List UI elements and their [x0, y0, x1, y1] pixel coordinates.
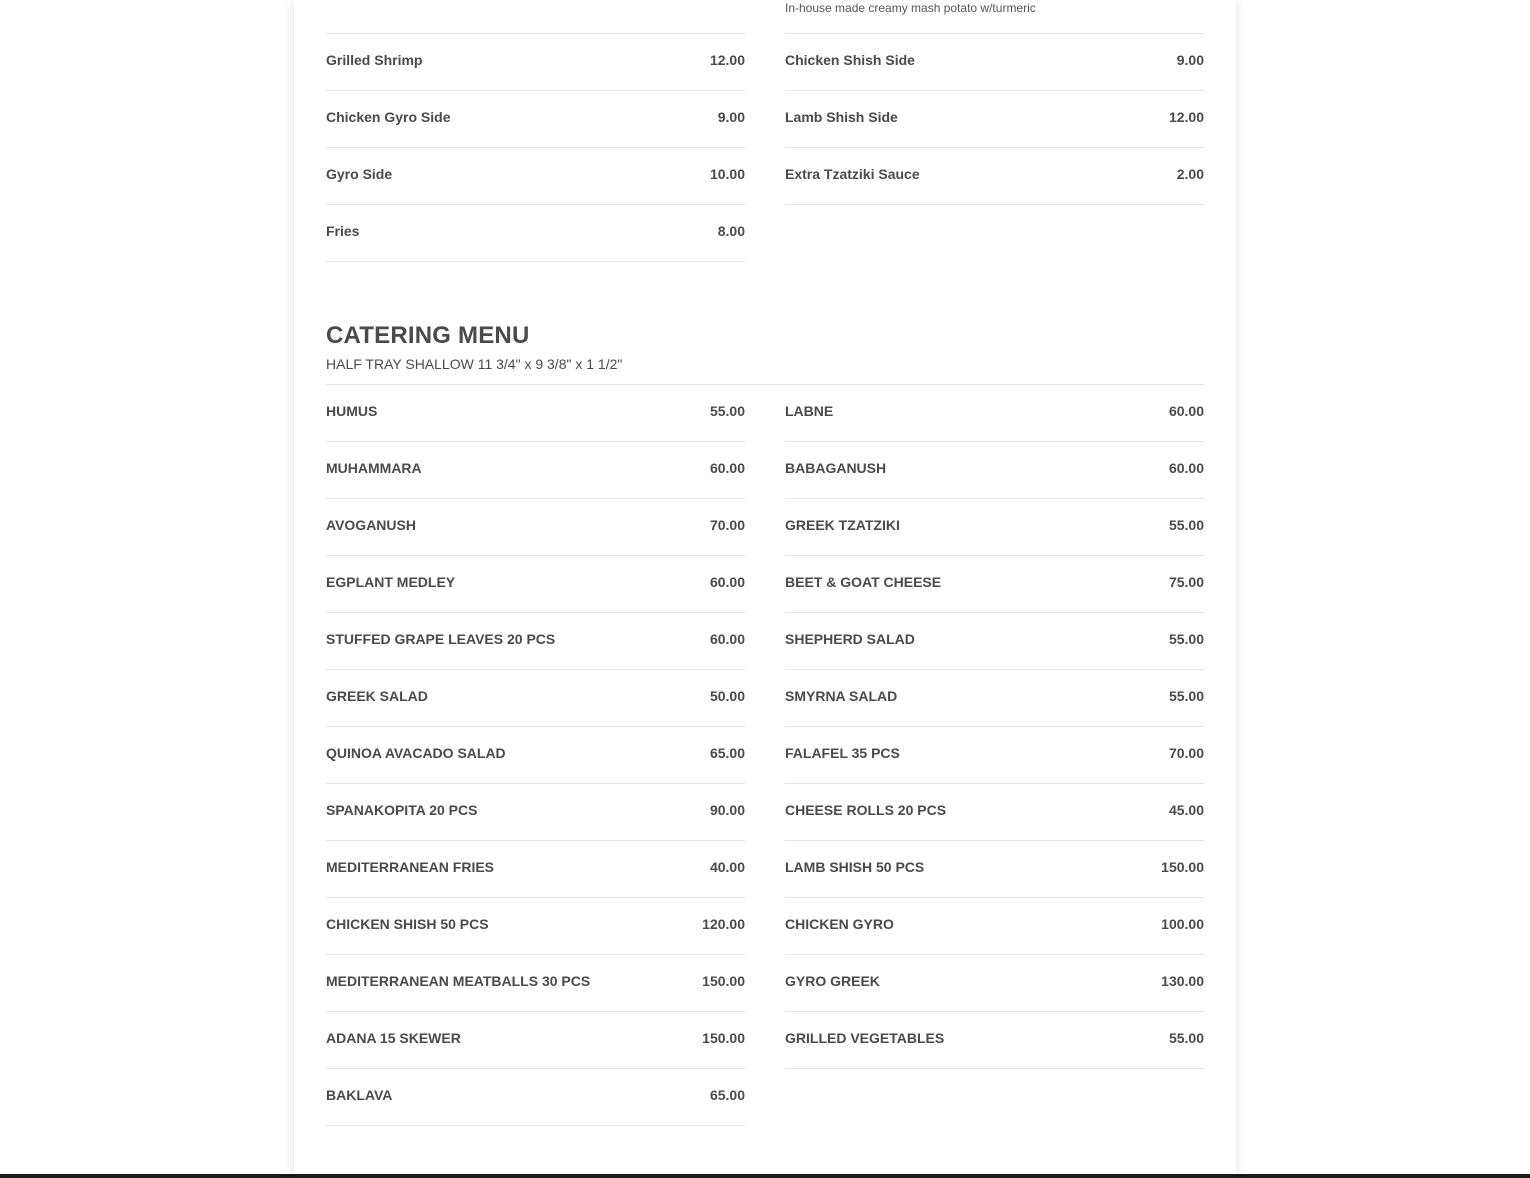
menu-item-name: BAKLAVA — [326, 1087, 393, 1103]
menu-item-name: GRILLED VEGETABLES — [785, 1030, 945, 1046]
menu-item — [785, 670, 1204, 727]
menu-item-price: 130.00 — [1161, 973, 1204, 989]
menu-item — [785, 148, 1204, 205]
menu-item-name: BEET & GOAT CHEESE — [785, 574, 942, 590]
menu-item-name: MEDITERRANEAN MEATBALLS 30 PCS — [326, 973, 591, 989]
menu-item-name: Gyro Side — [326, 166, 393, 182]
menu-item — [785, 499, 1204, 556]
menu-item-price: 12.00 — [709, 52, 745, 68]
menu-item — [326, 1069, 745, 1126]
menu-item — [326, 148, 745, 205]
menu-item — [785, 955, 1204, 1012]
menu-item-price: 150.00 — [702, 1030, 745, 1046]
menu-item-name: SMYRNA SALAD — [785, 688, 898, 704]
menu-item — [785, 1012, 1204, 1069]
menu-item — [326, 442, 745, 499]
menu-item-name: LABNE — [785, 403, 834, 419]
menu-item-price: 8.00 — [717, 223, 745, 239]
menu-item-name: HUMUS — [326, 403, 378, 419]
menu-item-name: ADANA 15 SKEWER — [326, 1030, 461, 1046]
menu-item-name: Grilled Shrimp — [326, 52, 423, 68]
menu-item-price: 70.00 — [1168, 745, 1204, 761]
catering-column-left — [326, 385, 745, 1126]
menu-item-price: 55.00 — [1168, 517, 1204, 533]
menu-item-name: CHICKEN GYRO — [785, 916, 894, 932]
menu-item — [785, 613, 1204, 670]
menu-item-price: 40.00 — [709, 859, 745, 875]
menu-item-partial-right — [785, 0, 1204, 34]
menu-item-name: FALAFEL 35 PCS — [785, 745, 900, 761]
menu-item — [785, 727, 1204, 784]
menu-item-name: EGPLANT MEDLEY — [326, 574, 456, 590]
menu-item — [326, 385, 745, 442]
menu-item-name: Chicken Shish Side — [785, 52, 915, 68]
menu-item-price: 75.00 — [1168, 574, 1204, 590]
menu-item — [326, 898, 745, 955]
menu-item — [785, 784, 1204, 841]
menu-item-price: 120.00 — [702, 916, 745, 932]
menu-item-price: 90.00 — [709, 802, 745, 818]
menu-item-name: MUHAMMARA — [326, 460, 422, 476]
menu-item — [326, 670, 745, 727]
menu-item-price: 55.00 — [1168, 631, 1204, 647]
menu-item-price: 150.00 — [1161, 859, 1204, 875]
menu-item-name: AVOGANUSH — [326, 517, 416, 533]
sides-column-right — [785, 34, 1204, 205]
menu-item — [785, 841, 1204, 898]
menu-item-price: 65.00 — [709, 745, 745, 761]
menu-item-price: 100.00 — [1161, 916, 1204, 932]
menu-item — [326, 499, 745, 556]
menu-item-name: LAMB SHISH 50 PCS — [785, 859, 925, 875]
menu-item-price: 9.00 — [1176, 52, 1204, 68]
menu-item-price: 10.00 — [709, 166, 745, 182]
catering-menu-subtitle: HALF TRAY SHALLOW 11 3/4" x 9 3/8" x 1 1/2" — [326, 356, 623, 372]
menu-item — [326, 784, 745, 841]
menu-item-name: CHICKEN SHISH 50 PCS — [326, 916, 489, 932]
sides-column-left — [326, 34, 745, 262]
menu-item-price: 60.00 — [1168, 460, 1204, 476]
menu-item-name: BABAGANUSH — [785, 460, 887, 476]
menu-item — [326, 91, 745, 148]
catering-menu-title: CATERING MENU — [326, 322, 530, 349]
menu-item — [785, 34, 1204, 91]
menu-item-name: GYRO GREEK — [785, 973, 880, 989]
catering-column-right — [785, 385, 1204, 1069]
menu-item-price: 60.00 — [1168, 403, 1204, 419]
menu-item-name: MEDITERRANEAN FRIES — [326, 859, 495, 875]
menu-item — [785, 442, 1204, 499]
menu-item — [326, 955, 745, 1012]
menu-item-price: 70.00 — [709, 517, 745, 533]
menu-item-price: 55.00 — [1168, 1030, 1204, 1046]
menu-item-price: 60.00 — [709, 631, 745, 647]
menu-item-name: GREEK TZATZIKI — [785, 517, 900, 533]
menu-item — [326, 34, 745, 91]
menu-item-price: 2.00 — [1176, 166, 1204, 182]
menu-item-price: 60.00 — [709, 460, 745, 476]
menu-item-name: QUINOA AVACADO SALAD — [326, 745, 506, 761]
menu-item — [326, 1012, 745, 1069]
menu-item-price: 50.00 — [709, 688, 745, 704]
menu-item-partial-left — [326, 0, 745, 34]
menu-item-name: Extra Tzatziki Sauce — [785, 166, 920, 182]
menu-item — [785, 91, 1204, 148]
menu-item-price: 65.00 — [709, 1087, 745, 1103]
menu-item-name: Lamb Shish Side — [785, 109, 898, 125]
menu-item — [326, 727, 745, 784]
menu-item-name: CHEESE ROLLS 20 PCS — [785, 802, 947, 818]
menu-item-price: 9.00 — [717, 109, 745, 125]
menu-item — [785, 898, 1204, 955]
menu-page — [294, 0, 1236, 1178]
footer-bar — [0, 1174, 1530, 1178]
menu-item-price: 45.00 — [1168, 802, 1204, 818]
menu-item — [326, 613, 745, 670]
menu-item-name: Fries — [326, 223, 360, 239]
menu-item-name: GREEK SALAD — [326, 688, 428, 704]
menu-item-name: SPANAKOPITA 20 PCS — [326, 802, 478, 818]
menu-item-name: SHEPHERD SALAD — [785, 631, 915, 647]
menu-item — [785, 385, 1204, 442]
menu-item-name: Chicken Gyro Side — [326, 109, 451, 125]
menu-item — [326, 841, 745, 898]
menu-item — [785, 556, 1204, 613]
menu-item — [326, 205, 745, 262]
menu-item-price: 60.00 — [709, 574, 745, 590]
menu-item-name: STUFFED GRAPE LEAVES 20 PCS — [326, 631, 556, 647]
menu-item-price: 150.00 — [702, 973, 745, 989]
menu-item-price: 55.00 — [709, 403, 745, 419]
menu-item-price: 55.00 — [1168, 688, 1204, 704]
menu-item-description: In-house made creamy mash potato w/turmeric — [785, 1, 1036, 15]
menu-item — [326, 556, 745, 613]
menu-item-price: 12.00 — [1168, 109, 1204, 125]
